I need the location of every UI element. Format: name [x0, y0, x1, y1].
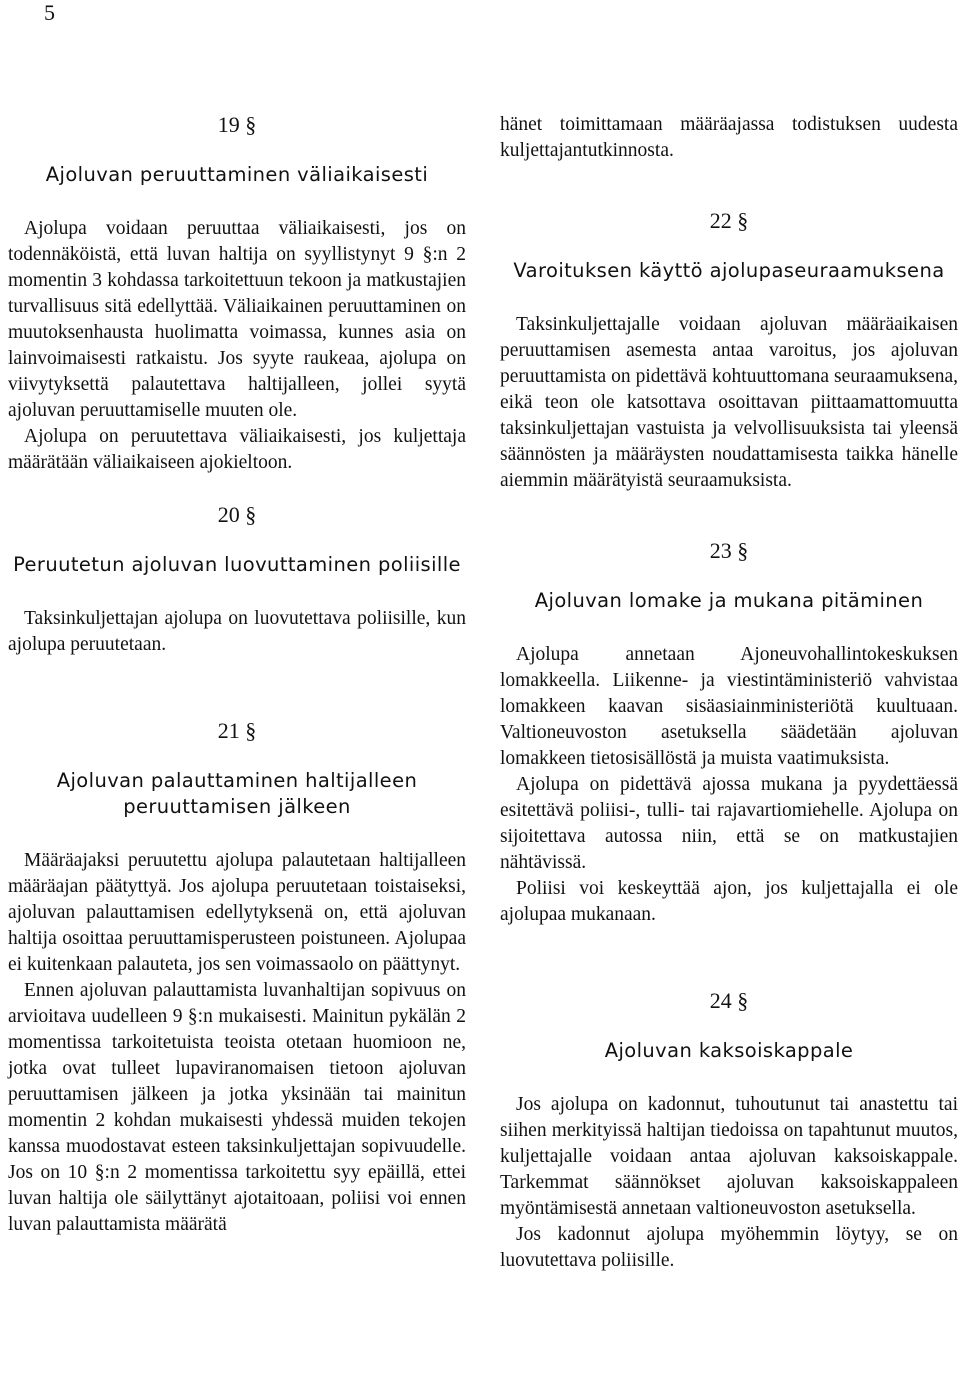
- section-23-paragraph-2: Ajolupa on pidettävä ajossa mukana ja pyydettäessä esitettävä poliisi-, tulli- tai rajavartiomiehelle. Ajolupa on sijoitettava autossa niin, että se on matkustajien nähtävissä.: [500, 774, 958, 873]
- section-19-number: 19 §: [217, 112, 257, 137]
- left-column: [8, 112, 466, 1238]
- section-24-paragraph-2: Jos kadonnut ajolupa myöhemmin löytyy, se on luovutettava poliisille.: [500, 1224, 958, 1271]
- section-19-paragraph-1: Ajolupa voidaan peruuttaa väliaikaisesti, jos on todennäköistä, että luvan haltija on syyllistynyt 9 §:n 2 momentin 3 kohdassa tarkoitettuun tekoon ja matkustajien turvallisuus sitä edellyttää. Väliaikainen peruuttaminen on muutoksenhausta huolimatta voimassa, kunnes asia on lainvoimaisesti ratkaistu. Jos syyte raukeaa, ajolupa on viivytyksettä palautettava haltijalleen, jollei syytä ajoluvan peruuttamiselle muuten ole.: [8, 218, 466, 421]
- section-24-paragraph-1: Jos ajolupa on kadonnut, tuhoutunut tai anastettu tai siihen merkityissä haltijan tiedoissa on tapahtunut muutos, kuljettajalle voidaan antaa ajoluvan kaksoiskappale. Tarkemmat säännökset ajoluvan kaksoiskappaleen myöntämisestä annetaan valtioneuvoston asetuksella.: [500, 1094, 958, 1219]
- section-22-paragraph-1: Taksinkuljettajalle voidaan ajoluvan määräaikaisen peruuttamisen asemesta antaa varoitus, jos ajoluvan peruuttamista on pidettävä kohtuuttomana seuraamuksena, eikä teon ole katsottava osoittavan piittaamattomuutta taksinkuljettajan vastuista ja velvollisuuksista tai yleensä säännösten ja määräysten noudattamisesta taikka hänelle aiemmin määrätyistä seuraamuksista.: [500, 314, 958, 491]
- section-20-title: Peruutetun ajoluvan luovuttaminen poliisille: [13, 553, 461, 576]
- section-19-paragraph-2: Ajolupa on peruutettava väliaikaisesti, jos kuljettaja määrätään väliaikaiseen ajokieltoon.: [8, 426, 466, 473]
- section-20-paragraph-1: Taksinkuljettajan ajolupa on luovutettava poliisille, kun ajolupa peruutetaan.: [8, 608, 466, 655]
- section-23-paragraph-1: Ajolupa annetaan Ajoneuvohallintokeskuksen lomakkeella. Liikenne- ja viestintäministeriö vahvistaa lomakkeen kaavan sisäasiainministeriötä kuultuaan. Valtioneuvoston asetuksella säädetään ajoluvan lomakkeen tietosisällöstä ja muista vaatimuksista.: [500, 644, 958, 769]
- section-22-number: 22 §: [709, 208, 749, 233]
- section-21-paragraph-1: Määräajaksi peruutettu ajolupa palautetaan haltijalleen määräajan päätyttyä. Jos ajolupa peruutetaan toistaiseksi, ajoluvan palauttamisen edellytyksenä on, että ajoluvan haltija osoittaa peruuttamisperusteen poistuneen. Ajolupaa ei kuitenkaan palauteta, jos sen voimassaolo on päättynyt.: [8, 850, 466, 975]
- page-number: 5: [44, 0, 55, 25]
- section-24-title: Ajoluvan kaksoiskappale: [604, 1039, 854, 1062]
- section-22-title: Varoituksen käyttö ajolupaseuraamuksena: [513, 259, 945, 282]
- continuation-text: hänet toimittamaan määräajassa todistuksen uudesta kuljettajantutkinnosta.: [500, 114, 958, 161]
- section-24-number: 24 §: [709, 988, 749, 1013]
- right-column: [500, 112, 958, 1274]
- section-21-number: 21 §: [217, 718, 257, 743]
- section-21-title: Ajoluvan palauttaminen haltijalleen peruuttamisen jälkeen: [56, 769, 418, 818]
- section-23-title: Ajoluvan lomake ja mukana pitäminen: [534, 589, 924, 612]
- section-20-number: 20 §: [217, 502, 257, 527]
- section-19-title: Ajoluvan peruuttaminen väliaikaisesti: [45, 163, 429, 186]
- section-23-paragraph-3: Poliisi voi keskeyttää ajon, jos kuljettajalla ei ole ajolupaa mukanaan.: [500, 878, 958, 925]
- section-21-paragraph-2: Ennen ajoluvan palauttamista luvanhaltijan sopivuus on arvioitava uudelleen 9 §:n mukaisesti. Mainitun pykälän 2 momentissa tarkoitetuista teoista otetaan huomioon ne, jotka ovat tulleet lupaviranomaisen tietoon ajoluvan peruuttamisen jälkeen ja jotka yksinään tai mainitun momentin 2 kohdan mukaisesti yhdessä muiden tekojen kanssa muodostavat esteen taksinkuljettajan sopivuudelle. Jos on 10 §:n 2 momentissa tarkoitettu syy epäillä, ettei luvan haltija ole säilyttänyt ajotaitoaan, poliisi voi ennen luvan palauttamista määrätä: [8, 980, 466, 1235]
- section-23-number: 23 §: [709, 538, 749, 563]
